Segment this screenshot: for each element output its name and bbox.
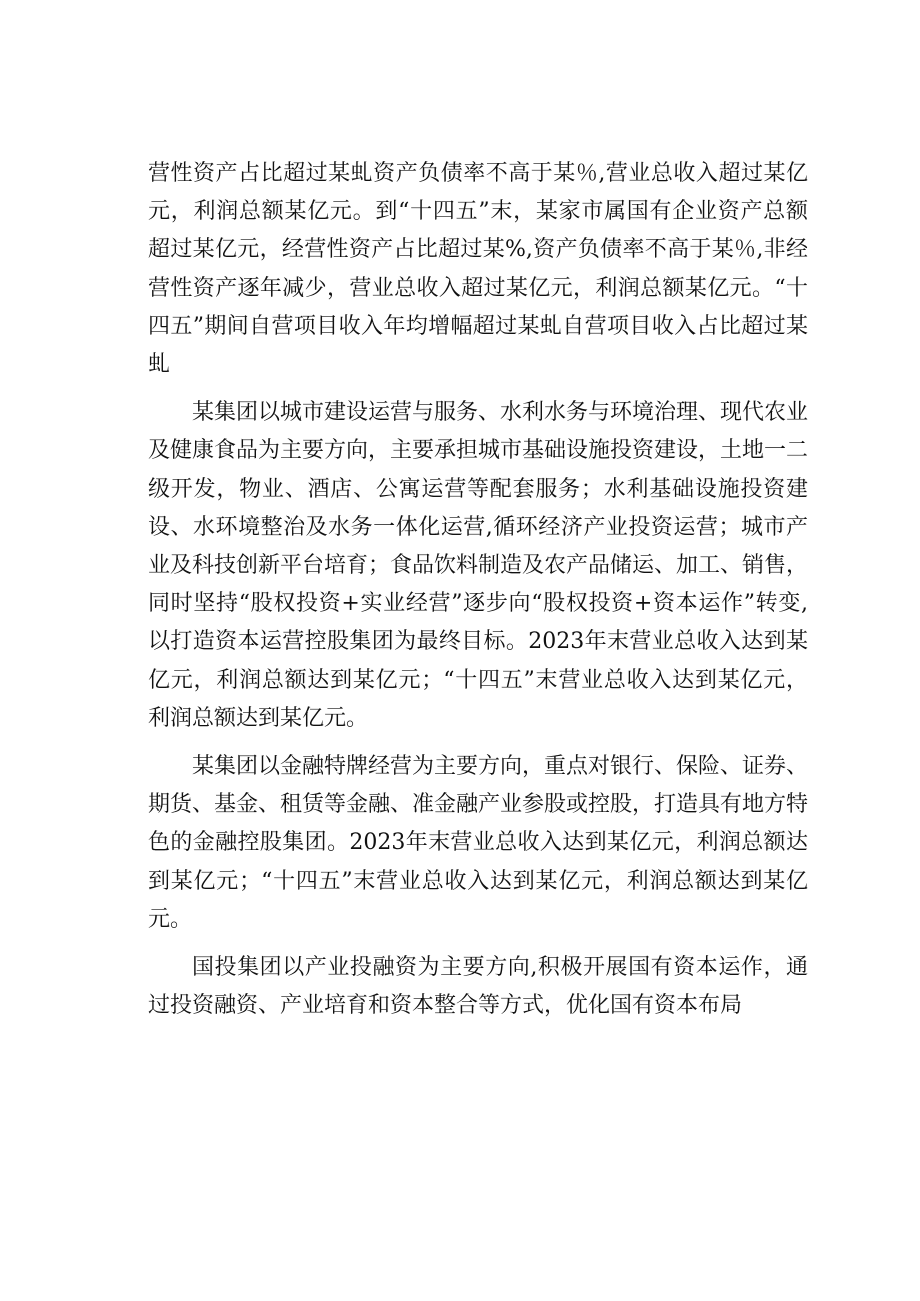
- paragraph-2: 某集团以城市建设运营与服务、水利水务与环境治理、现代农业及健康食品为主要方向，主要承担城市基础设施投资建设，土地一二级开发，物业、酒店、公寓运营等配套服务；水利基础设施投资建设、水环境整治及水务一体化运营,循环经济产业投资运营；城市产业及科技创新平台培育；食品饮料制造及农产品储运、加工、销售，同时坚持“股权投资+实业经营”逐步向“股权投资+资本运作”转变,以打造资本运营控股集团为最终目标。2023年末营业总收入达到某亿元，利润总额达到某亿元；“十四五”末营业总收入达到某亿元，利润总额达到某亿元。: [148, 400, 809, 731]
- paragraph-4: 国投集团以产业投融资为主要方向,积极开展国有资本运作，通过投资融资、产业培育和资本整合等方式，优化国有资本布局: [148, 955, 808, 1019]
- document-body: [148, 155, 808, 1035]
- paragraph-1: 营性资产占比超过某虬资产负债率不高于某％,营业总收入超过某亿元，利润总额某亿元。到“十四五”末，某家市属国有企业资产总额超过某亿元，经营性资产占比超过某%,资产负债率不高于某％,非经营性资产逐年减少，营业总收入超过某亿元，利润总额某亿元。“十四五”期间自营项目收入年均增幅超过某虬自营项目收入占比超过某虬: [148, 161, 808, 378]
- paragraph-3: 某集团以金融特牌经营为主要方向，重点对银行、保险、证券、期货、基金、租赁等金融、准金融产业参股或控股，打造具有地方特色的金融控股集团。2023年末营业总收入达到某亿元，利润总额达到某亿元；“十四五”末营业总收入达到某亿元，利润总额达到某亿元。: [148, 754, 809, 932]
